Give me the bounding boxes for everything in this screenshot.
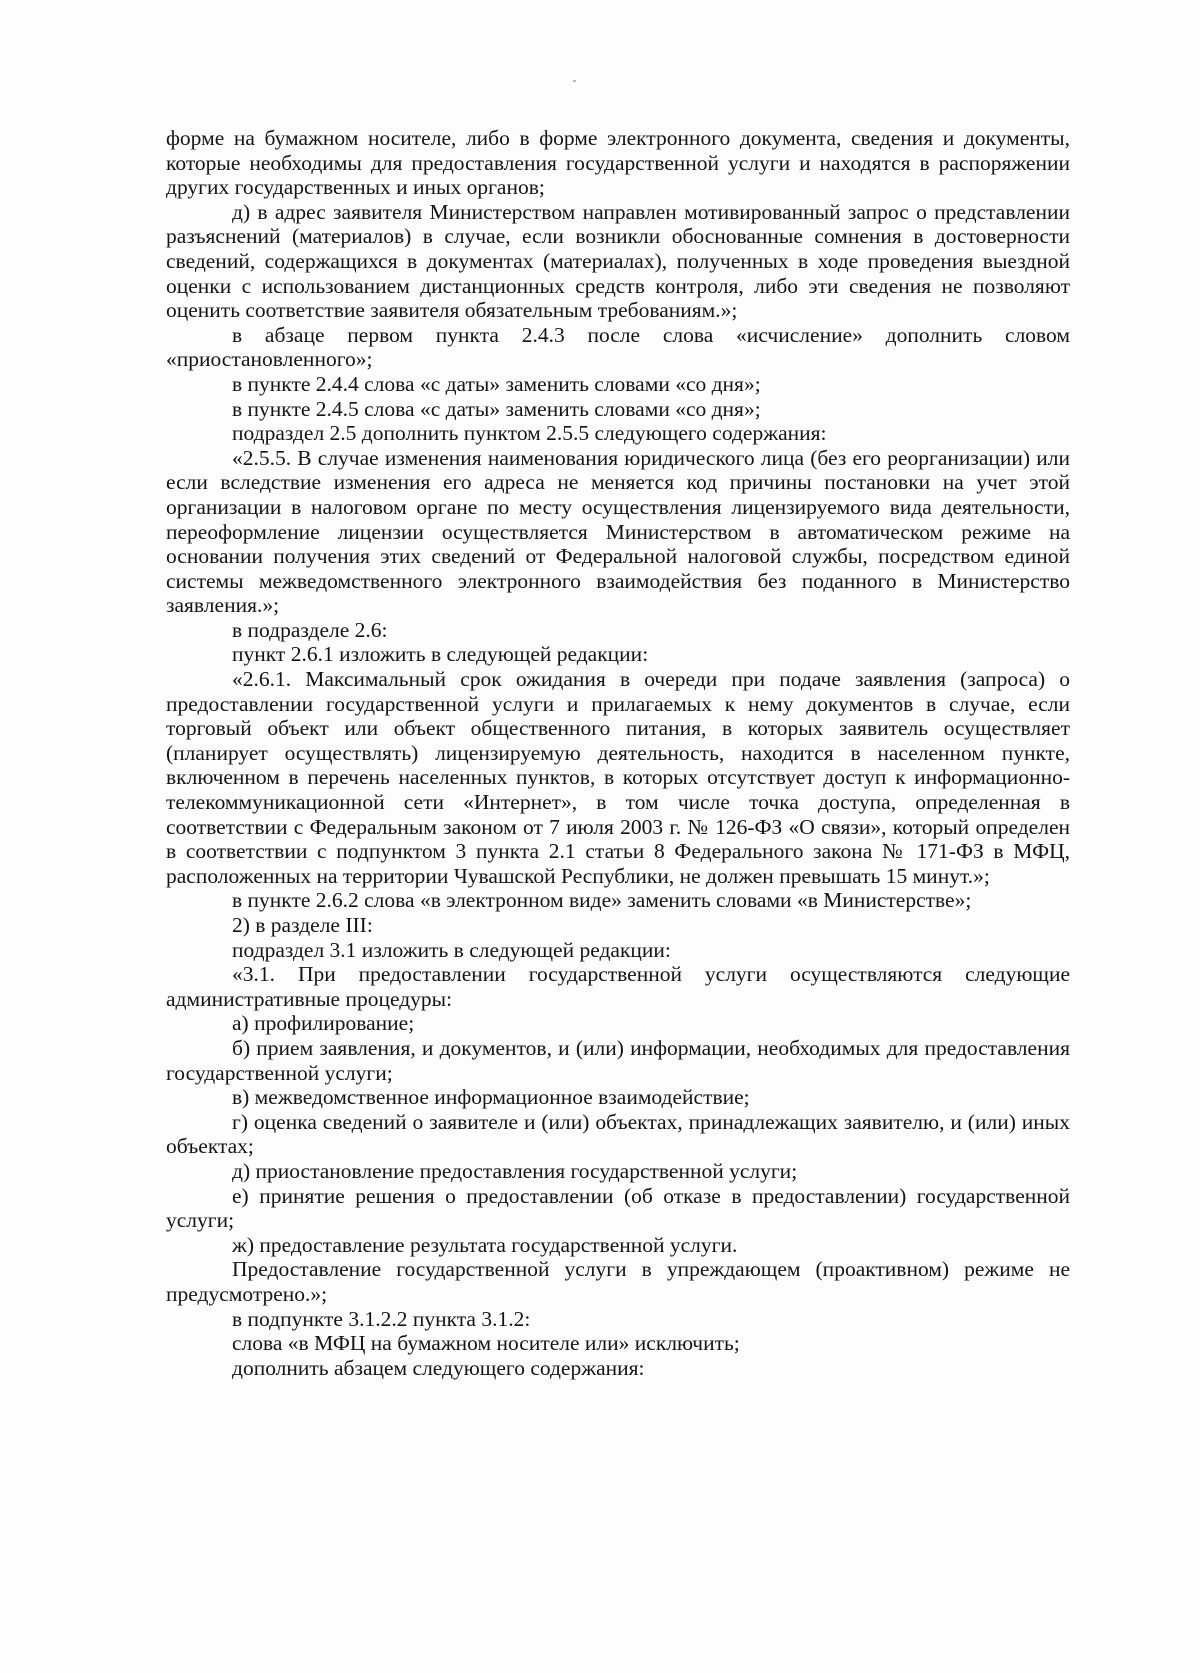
paragraph: Предоставление государственной услуги в упреждающем (проактивном) режиме не предусмотрено.»;	[166, 1257, 1070, 1306]
list-item: д) приостановление предоставления государственной услуги;	[232, 1158, 798, 1183]
paragraph: «2.5.5. В случае изменения наименования юридического лица (без его реорганизации) или если вследствие изменения его адреса не меняется код причины постановки на учет этой организации в налоговом органе по месту осуществления лицензируемого вида деятельности, переоформление лицензии осуществляется Министерством в автоматическом режиме на основании получения этих сведений от Федеральной налоговой службы, посредством единой системы межведомственного электронного взаимодействия без поданного в Министерство заявления.»;	[166, 445, 1070, 618]
list-item: б) прием заявления, и документов, и (или) информации, необходимых для предоставления государственной услуги;	[166, 1035, 1070, 1085]
list-item: в) межведомственное информационное взаимодействие;	[232, 1085, 750, 1110]
paragraph: «3.1. При предоставлении государственной услуги осуществляются следующие административные процедуры:	[166, 962, 1070, 1011]
paragraph: дополнить абзацем следующего содержания:	[232, 1355, 645, 1380]
paragraph: в пункте 2.6.2 слова «в электронном виде» заменить словами «в Министерстве»;	[232, 888, 972, 913]
paragraph: слова «в МФЦ на бумажном носителе или» исключить;	[232, 1331, 740, 1356]
list-item: е) принятие решения о предоставлении (об отказе в предоставлении) государственной услуги;	[166, 1183, 1070, 1233]
paragraph: форме на бумажном носителе, либо в форме электронного документа, сведения и документы, которые необходимы для предоставления государственной услуги и находятся в распоряжении других государственных и иных органов;	[166, 126, 1070, 200]
paragraph: в пункте 2.4.4 слова «с даты» заменить словами «со дня»;	[232, 371, 761, 396]
paragraph: д) в адрес заявителя Министерством направлен мотивированный запрос о представлении разъяснений (материалов) в случае, если возникли обоснованные сомнения в достоверности сведений, содержащихся в документах (материалах), полученных в ходе проведения выездной оценки с использованием дистанционных средств контроля, либо эти сведения не позволяют оценить соответствие заявителя обязательным требованиям.»;	[166, 199, 1070, 323]
document-body	[166, 126, 1070, 1380]
paragraph: пункт 2.6.1 изложить в следующей редакции:	[232, 642, 649, 667]
list-item: ж) предоставление результата государственной услуги.	[232, 1232, 738, 1257]
paragraph: в подразделе 2.6:	[232, 617, 388, 642]
scan-mark	[573, 80, 576, 82]
paragraph: «2.6.1. Максимальный срок ожидания в очереди при подаче заявления (запроса) о предоставлении государственной услуги и прилагаемых к нему документов в случае, если торговый объект или объект общественного питания, в которых заявитель осуществляет (планирует осуществлять) лицензируемую деятельность, находится в населенном пункте, включенном в перечень населенных пунктов, в которых отсутствует доступ к информационно-телекоммуникационной сети «Интернет», в том числе точка доступа, определенная в соответствии с Федеральным законом от 7 июля 2003 г. № 126-ФЗ «О связи», который определен в соответствии с подпунктом 3 пункта 2.1 статьи 8 Федерального закона № 171-ФЗ в МФЦ, расположенных на территории Чувашской Республики, не должен превышать 15 минут.»;	[166, 667, 1070, 888]
paragraph: подраздел 3.1 изложить в следующей редакции:	[232, 937, 671, 962]
list-item: г) оценка сведений о заявителе и (или) объектах, принадлежащих заявителю, и (или) иных объектах;	[166, 1109, 1070, 1159]
paragraph: в пункте 2.4.5 слова «с даты» заменить словами «со дня»;	[232, 396, 761, 421]
paragraph: в абзаце первом пункта 2.4.3 после слова «исчисление» дополнить словом «приостановленного»;	[166, 322, 1070, 372]
paragraph: подраздел 2.5 дополнить пунктом 2.5.5 следующего содержания:	[232, 421, 827, 446]
paragraph: в подпункте 3.1.2.2 пункта 3.1.2:	[232, 1306, 531, 1331]
list-item: а) профилирование;	[232, 1011, 415, 1036]
paragraph: 2) в разделе III:	[232, 913, 373, 937]
